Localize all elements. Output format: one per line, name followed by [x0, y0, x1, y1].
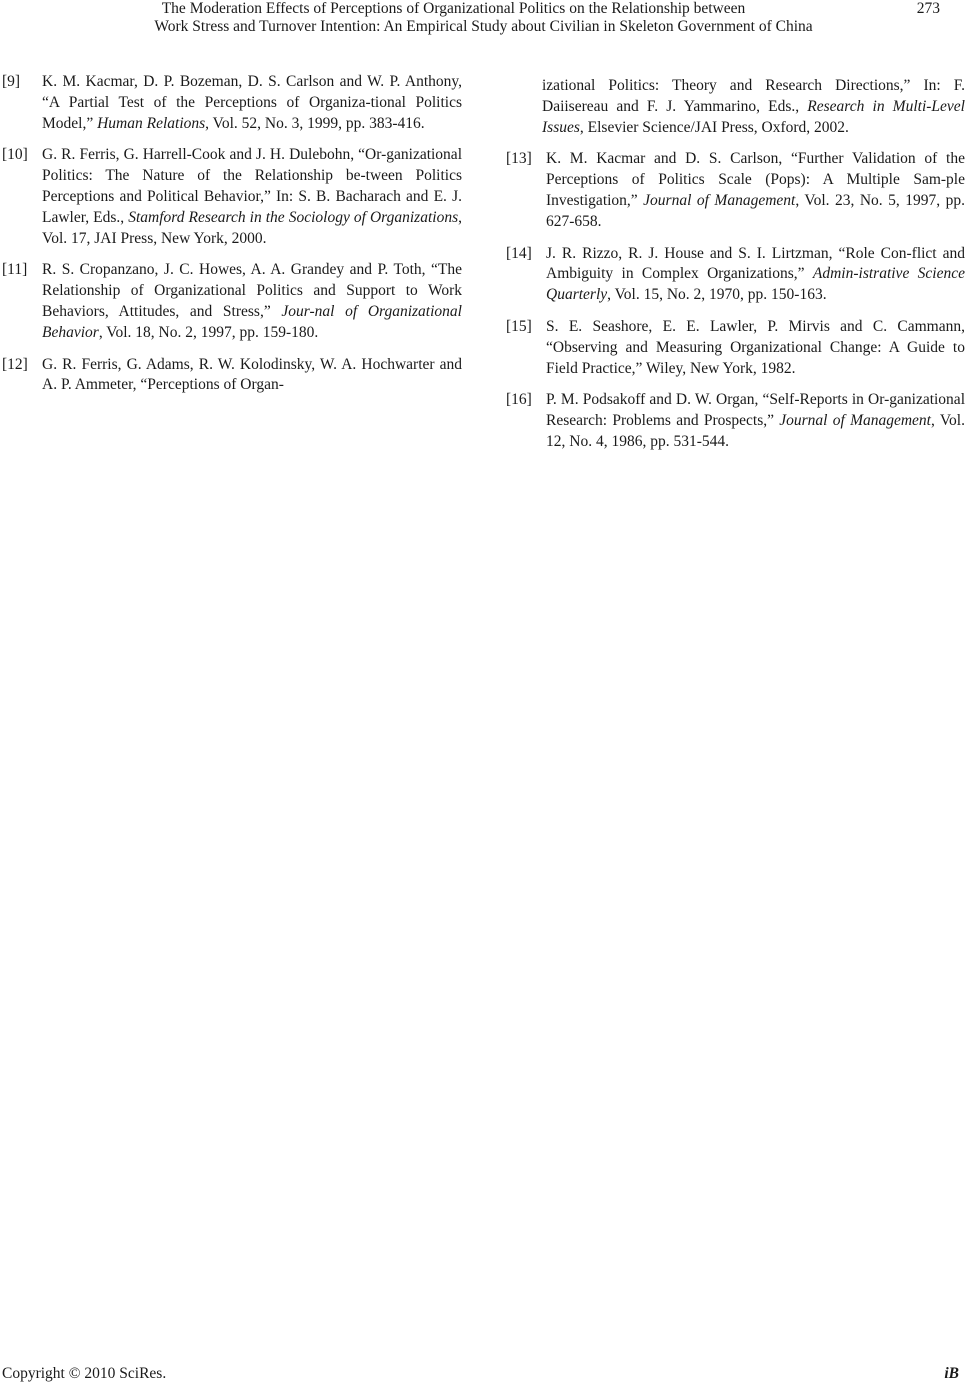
reference-item [0, 145, 462, 249]
running-header [0, 0, 967, 40]
reference-text-part: S. E. Seashore, E. E. Lawler, P. Mirvis and C. Cammann, “Observing and Measuring Organizational Change: A Guide to Field Practice,” Wiley, New York, 1982. [546, 317, 965, 377]
reference-text-part: , Elsevier Science/JAI Press, Oxford, 2002. [579, 118, 849, 136]
reference-number: [13] [506, 150, 532, 168]
reference-item [0, 355, 462, 397]
reference-text [546, 317, 965, 379]
reference-item [504, 390, 965, 452]
reference-journal: Human Relations [97, 114, 206, 132]
reference-number: [9] [2, 73, 21, 90]
references-right-column [504, 76, 965, 464]
reference-journal: Journal of Management [643, 191, 796, 209]
reference-text-part: , Vol. 15, No. 2, 1970, pp. 150-163. [607, 286, 827, 304]
publisher-brand: iB [944, 1365, 959, 1382]
reference-number: [14] [506, 244, 532, 262]
reference-journal: Jour-nal of Organizational Behavior [42, 302, 462, 341]
reference-item [504, 244, 965, 306]
reference-text [546, 390, 965, 452]
copyright-notice: Copyright © 2010 SciRes. [2, 1365, 167, 1382]
reference-journal: Admin-istrative Science Quarterly [546, 265, 965, 304]
reference-text-part: , Vol. 18, No. 2, 1997, pp. 159-180. [98, 323, 319, 341]
reference-text [42, 355, 462, 397]
reference-journal: Research in Multi-Level Issues [542, 97, 965, 136]
reference-text-part: G. R. Ferris, G. Harrell-Cook and J. H. Dulebohn, “Or-ganizational Politics: The Nature of the Relationship be-tween Politics Perceptions and Political Behavior,” In: S. B. Bacharach and E. J. Lawler, Eds., [42, 146, 462, 226]
reference-text-part: G. R. Ferris, G. Adams, R. W. Kolodinsky, W. A. Hochwarter and A. P. Ammeter, “Perceptions of Organ- [42, 355, 462, 394]
reference-item [504, 149, 965, 232]
reference-text [42, 260, 462, 343]
reference-text-part: P. M. Podsakoff and D. W. Organ, “Self-Reports in Or-ganizational Research: Problems and Prospects,” [546, 391, 965, 430]
reference-text-part: , Vol. 17, JAI Press, New York, 2000. [42, 208, 462, 247]
reference-number: [11] [2, 261, 28, 279]
reference-text [42, 72, 462, 134]
reference-item [0, 260, 462, 343]
reference-text-part: R. S. Cropanzano, J. C. Howes, A. A. Grandey and P. Toth, “The Relationship of Organizational Politics and Support to Work Behaviors, Attitudes, and Stress,” [42, 261, 462, 320]
reference-continuation [504, 76, 965, 138]
references-left-column [0, 72, 462, 407]
header-title-line-1: The Moderation Effects of Perceptions of Organizational Politics on the Relationship between [161, 0, 746, 17]
reference-number: [16] [506, 391, 532, 409]
reference-number: [15] [506, 317, 532, 335]
reference-text-part: , Vol. 52, No. 3, 1999, pp. 383-416. [205, 114, 425, 132]
reference-text-part: , Vol. 23, No. 5, 1997, pp. 627-658. [546, 191, 965, 230]
header-title-line-2: Work Stress and Turnover Intention: An Empirical Study about Civilian in Skeleton Government of China [154, 18, 813, 35]
page-number: 273 [916, 0, 940, 17]
page-footer [0, 1364, 967, 1386]
reference-text-part: K. M. Kacmar, D. P. Bozeman, D. S. Carlson and W. P. Anthony, “A Partial Test of the Perceptions of Organiza-tional Politics Model,” [42, 73, 462, 132]
reference-text [42, 145, 462, 249]
reference-text-part: , Vol. 12, No. 4, 1986, pp. 531-544. [546, 412, 965, 450]
reference-text-part: izational Politics: Theory and Research Directions,” In: F. Daiisereau and F. J. Yammarino, Eds., [542, 77, 965, 115]
reference-item [504, 317, 965, 379]
reference-number: [12] [2, 355, 28, 373]
reference-text-part: K. M. Kacmar and D. S. Carlson, “Further Validation of the Perceptions of Politics Scale (Pops): A Multiple Sam-ple Investigation,” [546, 150, 965, 209]
reference-journal: Journal of Management [779, 412, 931, 430]
reference-number: [10] [2, 146, 28, 164]
reference-text [546, 149, 965, 232]
reference-text [546, 244, 965, 306]
reference-journal: Stamford Research in the Sociology of Organizations [128, 208, 459, 226]
reference-item [0, 72, 462, 134]
reference-text-part: J. R. Rizzo, R. J. House and S. I. Lirtzman, “Role Con-flict and Ambiguity in Complex Organizations,” [546, 244, 965, 283]
